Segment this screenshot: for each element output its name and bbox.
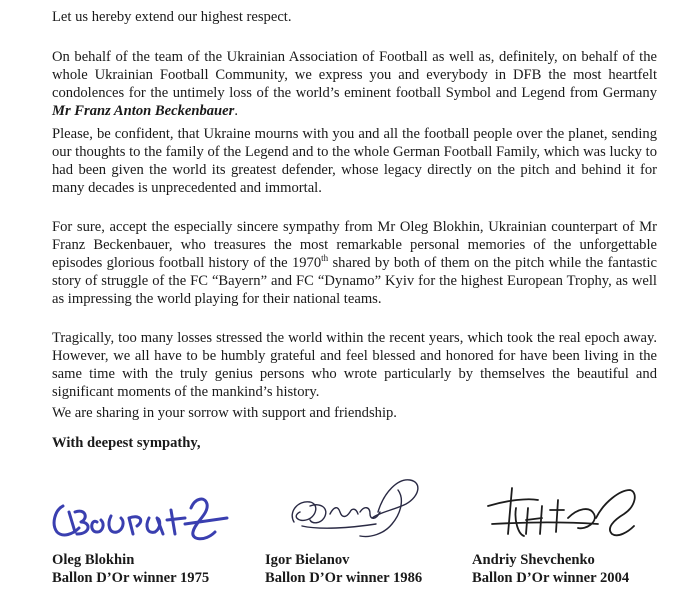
signer-name: Igor Bielanov (265, 552, 350, 568)
paragraph-losses: Tragically, too many losses stressed the world within the recent years, which took the real epoch away. However, we all have to be humbly grateful and feel blessed and honored for have been living in the same time with the truly genius persons who wrote particularly by themselves the beautiful and significant moments of the mankind’s history. (52, 330, 657, 400)
superscript-th: th (321, 253, 329, 264)
signature-bielanov-ink (292, 480, 418, 537)
paragraph-mourning: Please, be confident, that Ukraine mourns with you and all the football people over the planet, sending our thoughts to the family of the Legend and to the whole German Football Family, which was lucky to had been given the world its greatest defender, whose legacy directly on the pitch and behind it for many decades is unprecedented and immortal. (52, 126, 657, 196)
paragraph-blokhin-part1: For sure, accept the especially sincere sympathy from Mr Oleg Blokhin, Ukrainian counterpart of Mr Franz Beckenbauer, who treasures the most remarkable personal memories of the unforgettable episodes glorious football history of the 1970 (52, 219, 657, 271)
sympathy-line: With deepest sympathy, (52, 435, 201, 451)
signature-shevchenko (478, 478, 648, 548)
signer-award: Ballon D’Or winner 1986 (265, 570, 423, 586)
signer-name: Andriy Shevchenko (472, 552, 595, 568)
signer-award: Ballon D’Or winner 2004 (472, 570, 630, 586)
signer-shevchenko (472, 551, 629, 587)
paragraph-condolences-end: . (234, 103, 238, 119)
paragraph-condolences-text: On behalf of the team of the Ukrainian Association of Football as well as, definitely, on behalf of the whole Ukrainian Football Community, we express you and everybody in DFB the most heartfelt condolences for the untimely loss of the world’s eminent football Symbol and Legend from Germany (52, 49, 657, 101)
signer-award: Ballon D’Or winner 1975 (52, 570, 210, 586)
closing-line: We are sharing in your sorrow with support and friendship. (52, 405, 397, 421)
paragraph-condolences (52, 48, 657, 120)
signature-blokhin (45, 488, 235, 548)
signer-blokhin (52, 551, 209, 587)
signature-shevchenko-ink (488, 488, 635, 536)
beckenbauer-name: Mr Franz Anton Beckenbauer (52, 103, 235, 119)
paragraph-blokhin-part2: shared by both of them on the pitch while the fantastic story of struggle of the FC “Bayern” and FC “Dynamo” Kyiv for the highest European Trophy, as well as impressing the world playing for their national teams. (52, 255, 657, 307)
paragraph-blokhin (52, 218, 657, 308)
signer-bielanov (265, 551, 422, 587)
signature-blokhin-ink (54, 499, 227, 539)
opening-line: Let us hereby extend our highest respect. (52, 9, 292, 25)
signature-bielanov (280, 472, 430, 544)
signer-name: Oleg Blokhin (52, 552, 135, 568)
